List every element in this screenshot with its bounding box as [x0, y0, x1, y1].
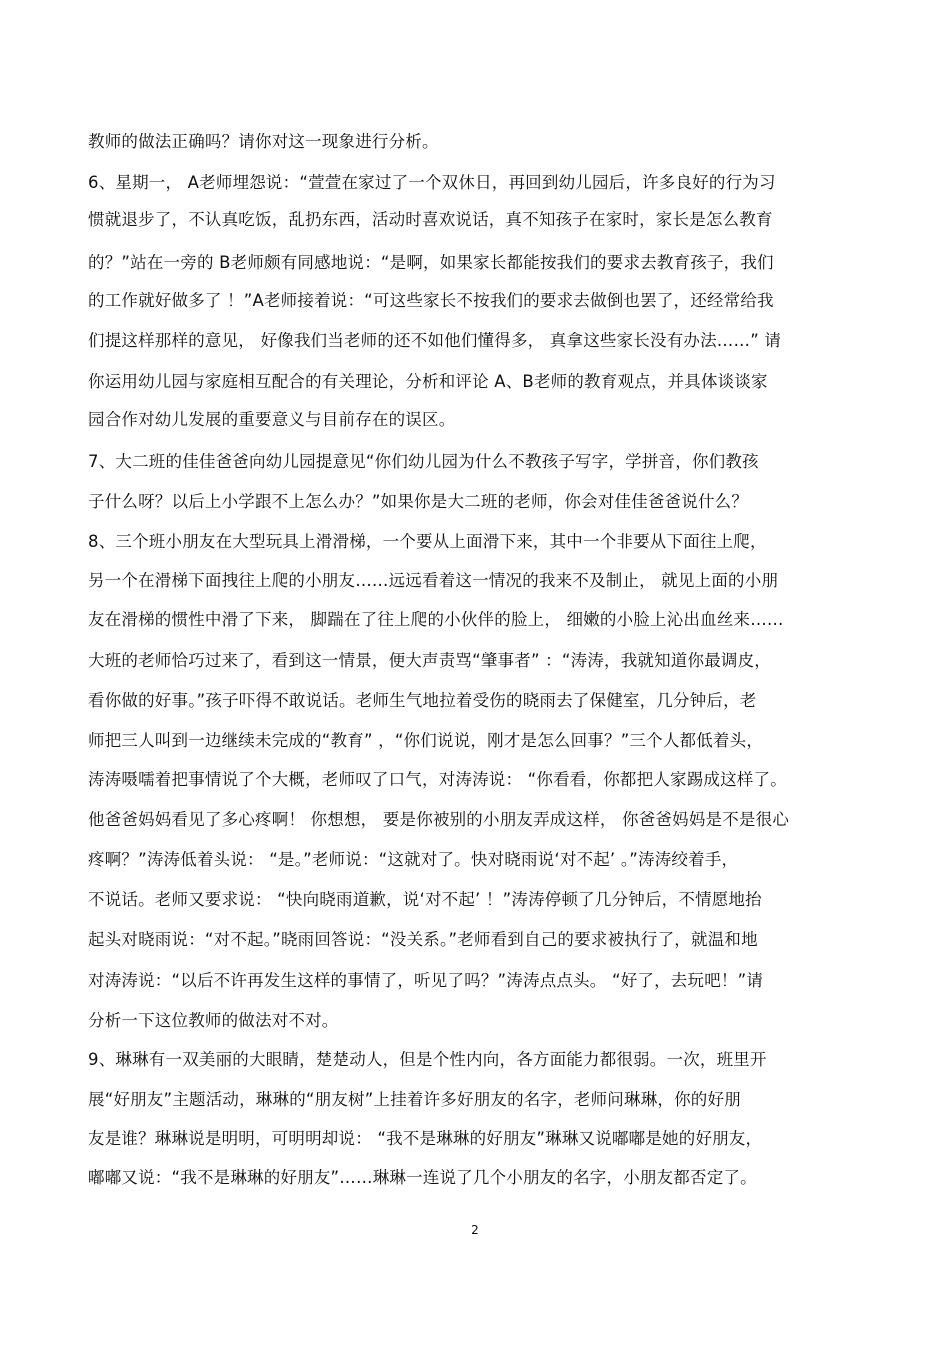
text-line: 6、星期一， A老师埋怨说：“萱萱在家过了一个双休日，再回到幼儿园后，许多良好的行为习: [88, 173, 776, 192]
text-line: 大班的老师恰巧过来了，看到这一情景，便大声责骂“肇事者” ：“涛涛，我就知道你最调皮，: [88, 651, 771, 670]
text-line: 不说话。老师又要求说： “快向晓雨道歉，说‘对不起’ ！”涛涛停顿了几分钟后，不情愿地抬: [88, 890, 762, 909]
text-line: 友在滑梯的惯性中滑了下来， 脚踹在了往上爬的小伙伴的脸上， 细嫩的小脸上沁出血丝来……: [88, 610, 784, 629]
text-line: 他爸爸妈妈看见了多心疼啊！ 你想想， 要是你被别的小朋友弄成这样， 你爸爸妈妈是不是很心: [88, 810, 790, 829]
text-line: 疼啊？”涛涛低着头说： “是。”老师说：“这就对了。快对晓雨说‘对不起’ 。”涛涛绞着手，: [88, 850, 739, 869]
text-line: 8、三个班小朋友在大型玩具上滑滑梯，一个要从上面滑下来，其中一个非要从下面往上爬，: [88, 532, 767, 551]
text-line: 们提这样那样的意见， 好像我们当老师的还不如他们懂得多， 真拿这些家长没有办法……” 请: [88, 331, 782, 350]
text-line: 的？”站在一旁的 B老师颇有同感地说：“是啊，如果家长都能按我们的要求去教育孩子，我们: [88, 253, 774, 272]
text-line: 对涛涛说：“以后不许再发生这样的事情了，听见了吗？”涛涛点点头。 “好了，去玩吧！”请: [88, 971, 764, 990]
text-line: 惯就退步了，不认真吃饭，乱扔东西，活动时喜欢说话，真不知孩子在家时，家长是怎么教育: [88, 210, 773, 229]
text-line: 展“好朋友”主题活动，琳琳的“朋友树”上挂着许多好朋友的名字，老师问琳琳，你的好朋: [88, 1090, 741, 1109]
page-number: 2: [471, 1223, 479, 1237]
text-line: 你运用幼儿园与家庭相互配合的有关理论，分析和评论 A、B老师的教育观点，并具体谈谈家: [88, 372, 768, 391]
text-line: 师把三人叫到一边继续未完成的“教育” ，“你们说说，刚才是怎么回事？”三个人都低着头，: [88, 731, 764, 750]
text-line: 起头对晓雨说：“对不起。”晓雨回答说：“没关系。”老师看到自己的要求被执行了，就温和地: [88, 930, 758, 949]
text-line: 7、大二班的佳佳爸爸向幼儿园提意见“你们幼儿园为什么不教孩子写字，学拼音，你们教孩: [88, 452, 759, 471]
text-line: 友是谁？琳琳说是明明，可明明却说： “我不是琳琳的好朋友”琳琳又说嘟嘟是她的好朋友，: [88, 1129, 763, 1148]
text-line: 子什么呀？以后上小学跟不上怎么办？”如果你是大二班的老师，你会对佳佳爸爸说什么？: [88, 492, 749, 511]
text-line: 涛涛嗫嚅着把事情说了个大概，老师叹了口气，对涛涛说： “你看看，你都把人家踢成这样了。: [88, 770, 787, 789]
text-line: 看你做的好事。”孩子吓得不敢说话。老师生气地拉着受伤的晓雨去了保健室，几分钟后，老: [88, 691, 757, 710]
text-line: 9、琳琳有一双美丽的大眼睛，楚楚动人，但是个性内向，各方面能力都很弱。一次，班里开: [88, 1050, 767, 1069]
text-line: 园合作对幼儿发展的重要意义与目前存在的误区。: [88, 410, 456, 429]
text-line: 另一个在滑梯下面拽往上爬的小朋友……远远看着这一情况的我来不及制止， 就见上面的小朋: [88, 571, 779, 590]
text-line: 分析一下这位教师的做法对不对。: [88, 1011, 339, 1030]
text-line: 教师的做法正确吗？请你对这一现象进行分析。: [88, 132, 439, 151]
text-line: 嘟嘟又说：“我不是琳琳的好朋友”……琳琳一连说了几个小朋友的名字，小朋友都否定了。: [88, 1168, 757, 1187]
text-line: 的工作就好做多了 ！”A老师接着说：“可这些家长不按我们的要求去做倒也罢了，还经常给我: [88, 291, 774, 310]
